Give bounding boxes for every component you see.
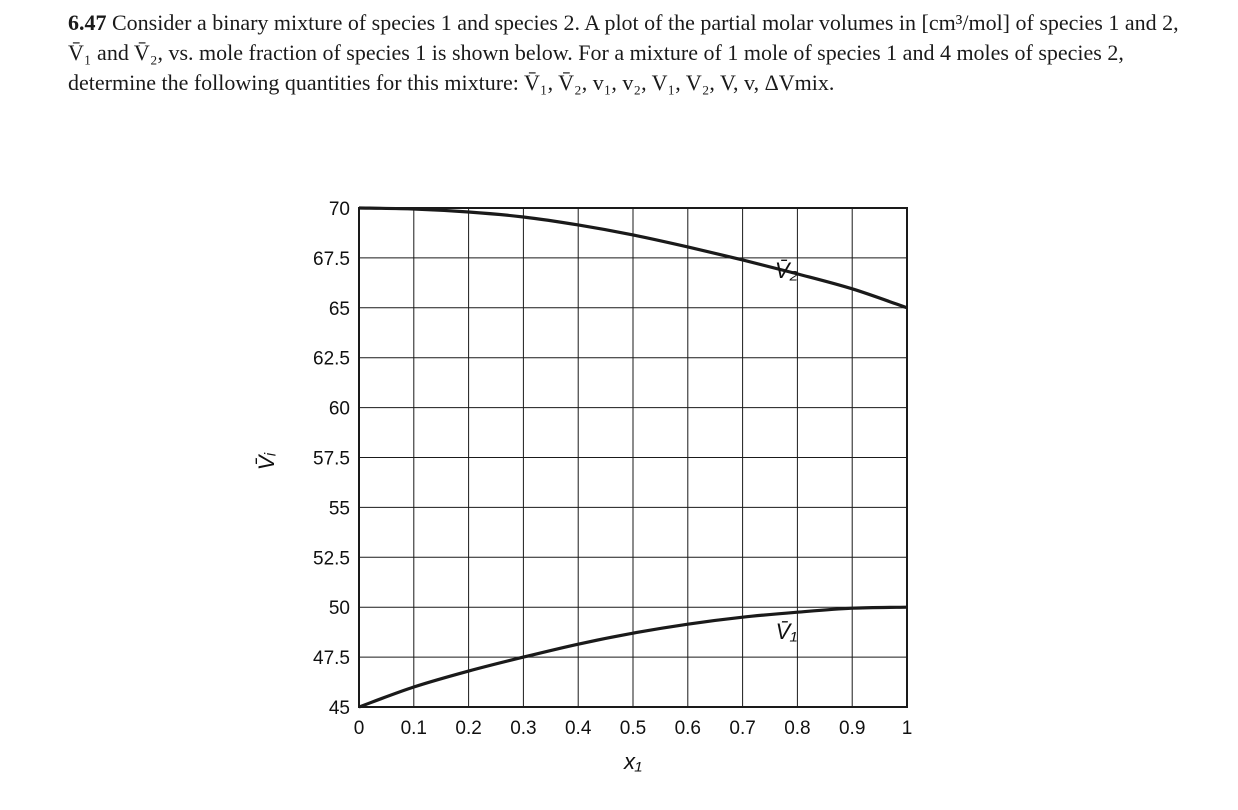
problem-number: 6.47	[68, 10, 107, 35]
x-tick-label: 0.3	[510, 718, 537, 739]
y-tick-label: 67.5	[313, 248, 350, 270]
x-tick-label: 0.6	[674, 718, 702, 739]
y-axis-label: V̄ᵢ	[254, 452, 279, 471]
y-tick-labels	[313, 199, 350, 719]
y-tick-label: 55	[328, 498, 350, 520]
y-tick-label: 47.5	[313, 648, 350, 670]
series-label: V̄₂	[774, 257, 798, 283]
x-tick-label: 0.7	[729, 718, 756, 739]
x-tick-labels	[354, 718, 913, 739]
y-tick-label: 65	[328, 298, 350, 320]
series-labels	[775, 258, 799, 644]
x-tick-label: 0.8	[784, 718, 811, 739]
x-axis-label: x₁	[624, 749, 642, 774]
series-label: V̄₁	[775, 619, 798, 645]
y-tick-label: 62.5	[313, 348, 350, 370]
y-tick-label: 70	[328, 199, 350, 220]
y-tick-label: 45	[328, 698, 350, 719]
y-tick-label: 52.5	[313, 548, 350, 570]
x-tick-label: 1	[901, 718, 913, 739]
x-tick-label: 0.9	[838, 718, 866, 739]
y-tick-label: 60	[328, 398, 350, 420]
problem-text: Consider a binary mixture of species 1 and species 2. A plot of the partial molar volumes in [cm³/mol] of species 1 and 2, V̄₁ and V̄₂, vs. mole fraction of species 1 is shown below. For a mixture of 1 mole of species 1 and 4 moles of species 2, determine the following quantities for this mixture: V̄₁, V̄₂, v₁, v₂, V₁, V₂, V, v, ΔVmix.	[68, 10, 1179, 95]
y-tick-label: 57.5	[313, 448, 350, 470]
x-tick-label: 0.4	[564, 718, 592, 739]
x-tick-label: 0	[353, 718, 365, 739]
x-tick-label: 0.5	[619, 718, 647, 739]
x-tick-label: 0.2	[455, 718, 482, 739]
x-tick-label: 0.1	[400, 718, 428, 739]
y-tick-label: 50	[328, 598, 350, 620]
